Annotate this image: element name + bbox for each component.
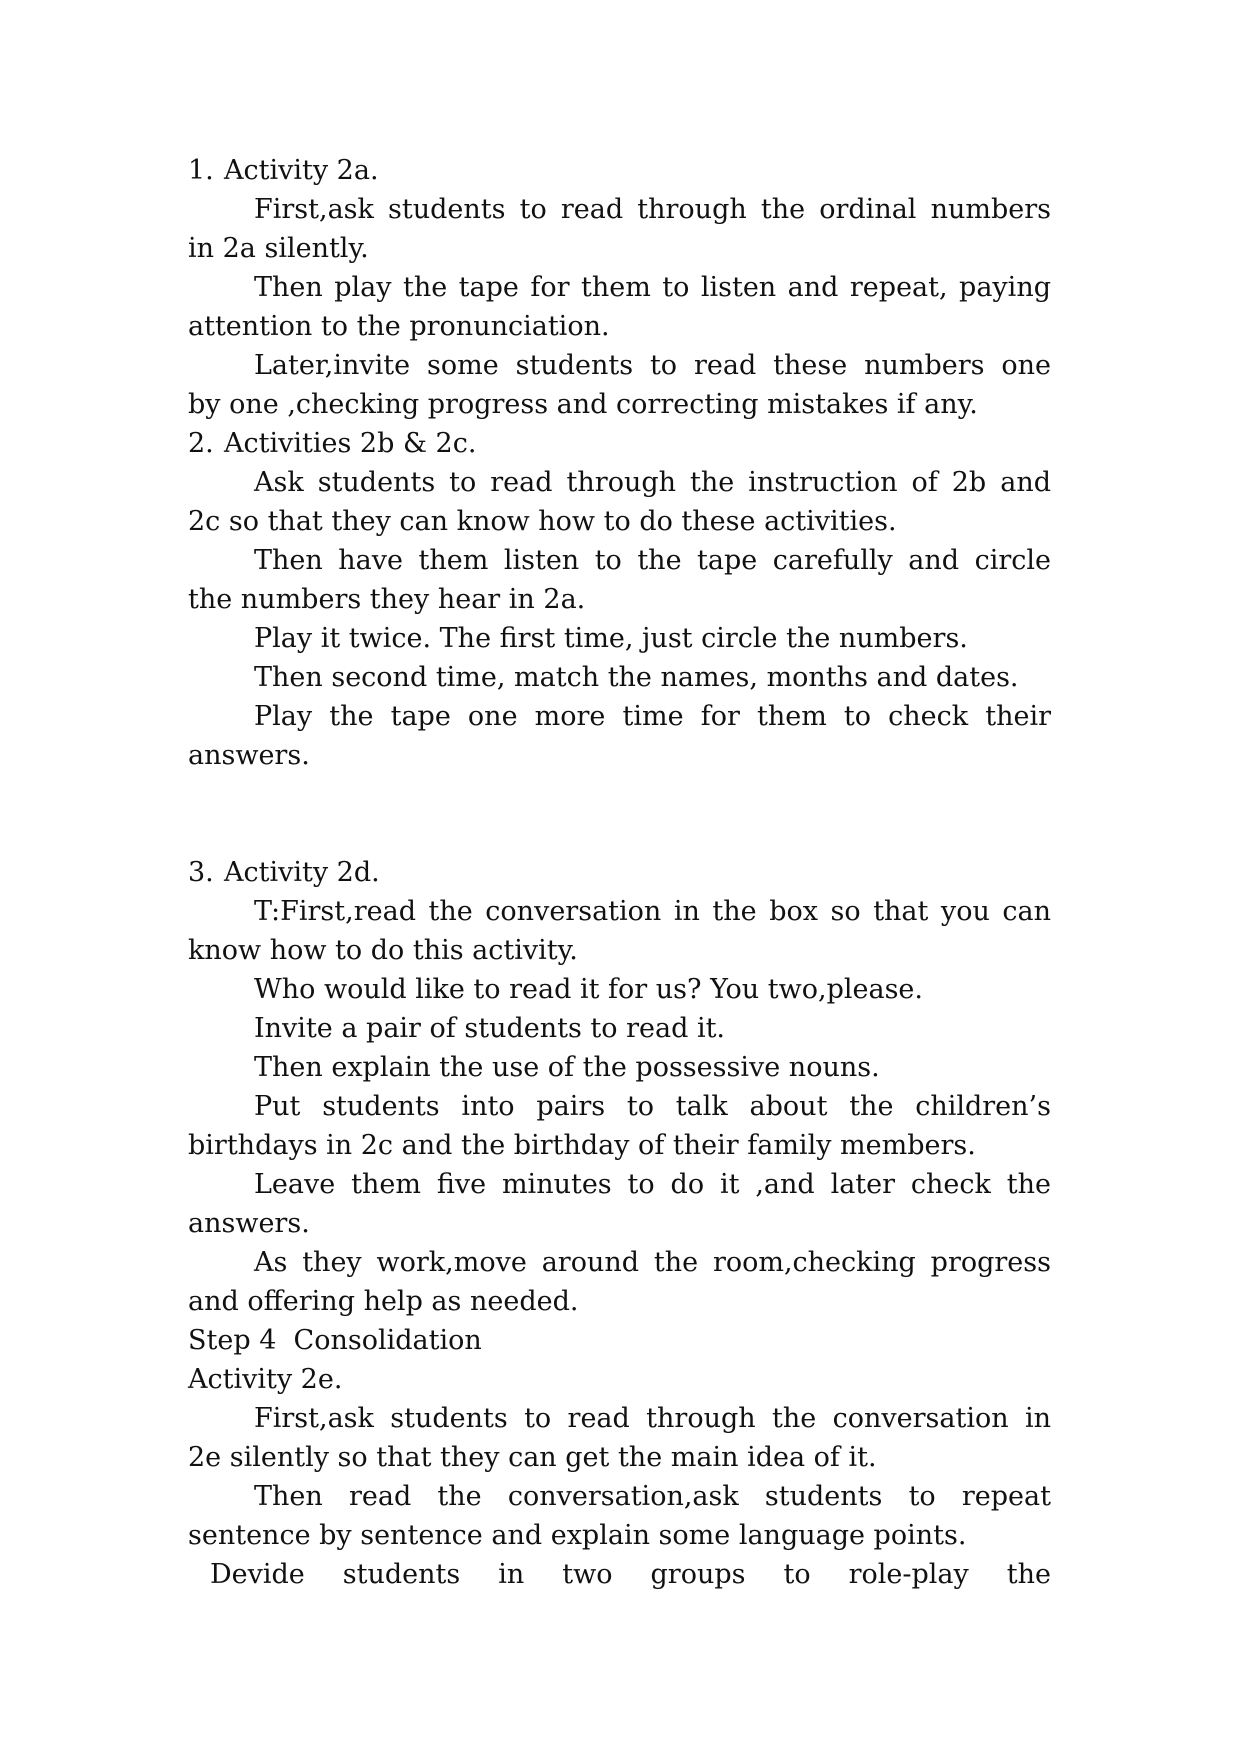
paragraph-line: First,ask students to read through the ordinal numbers — [254, 194, 1051, 225]
paragraph-line: Then explain the use of the possessive nouns. — [254, 1052, 880, 1083]
paragraph-line: Then play the tape for them to listen and repeat, paying — [254, 272, 1051, 303]
paragraph-line: in 2a silently. — [188, 233, 369, 264]
paragraph-line: Invite a pair of students to read it. — [254, 1013, 726, 1044]
paragraph-line: and offering help as needed. — [188, 1286, 579, 1317]
section-number: 1. — [188, 155, 214, 186]
paragraph-line: attention to the pronunciation. — [188, 311, 610, 342]
paragraph-line: Who would like to read it for us? You two,please. — [254, 974, 923, 1005]
paragraph-line: Then read the conversation,ask students to repeat — [254, 1481, 1051, 1512]
paragraph-line: First,ask students to read through the conversation in — [254, 1403, 1051, 1434]
paragraph-line: 2c so that they can know how to do these activities. — [188, 506, 897, 537]
paragraph-line: Play it twice. The first time, just circle the numbers. — [254, 623, 968, 654]
paragraph-line: Put students into pairs to talk about the children’s — [254, 1091, 1051, 1122]
paragraph-line: by one ,checking progress and correcting mistakes if any. — [188, 389, 978, 420]
paragraph-line: sentence by sentence and explain some language points. — [188, 1520, 967, 1551]
section-heading — [188, 853, 1051, 892]
paragraph-line: know how to do this activity. — [188, 935, 578, 966]
paragraph-line: the numbers they hear in 2a. — [188, 584, 586, 615]
paragraph-line: As they work,move around the room,checking progress — [254, 1247, 1051, 1278]
activity-heading: Activity 2e. — [188, 1364, 343, 1395]
paragraph-line: Devide students in two groups to role-play the — [210, 1559, 1051, 1590]
paragraph-line: Ask students to read through the instruction of 2b and — [254, 467, 1051, 498]
paragraph-line: Play the tape one more time for them to check their — [254, 701, 1051, 732]
paragraph-line: answers. — [188, 740, 310, 771]
section-number: 2. — [188, 428, 214, 459]
paragraph-line: Then have them listen to the tape carefully and circle — [254, 545, 1051, 576]
paragraph-line: Leave them five minutes to do it ,and later check the — [254, 1169, 1051, 1200]
paragraph-line: answers. — [188, 1208, 310, 1239]
section-spacer — [188, 775, 1051, 853]
section-heading — [188, 424, 1051, 463]
paragraph-line: T:First,read the conversation in the box so that you can — [254, 896, 1051, 927]
section-title: Activity 2a. — [224, 155, 379, 186]
section-title: Activities 2b & 2c. — [224, 428, 477, 459]
paragraph-line: birthdays in 2c and the birthday of their family members. — [188, 1130, 976, 1161]
document-body — [188, 151, 1051, 1594]
section-heading — [188, 151, 1051, 190]
paragraph-line: Then second time, match the names, months and dates. — [254, 662, 1019, 693]
section-number: 3. — [188, 857, 214, 888]
step-heading: Step 4 Consolidation — [188, 1325, 482, 1356]
paragraph-line: Later,invite some students to read these numbers one — [254, 350, 1051, 381]
section-title: Activity 2d. — [224, 857, 380, 888]
paragraph-line: 2e silently so that they can get the main idea of it. — [188, 1442, 877, 1473]
